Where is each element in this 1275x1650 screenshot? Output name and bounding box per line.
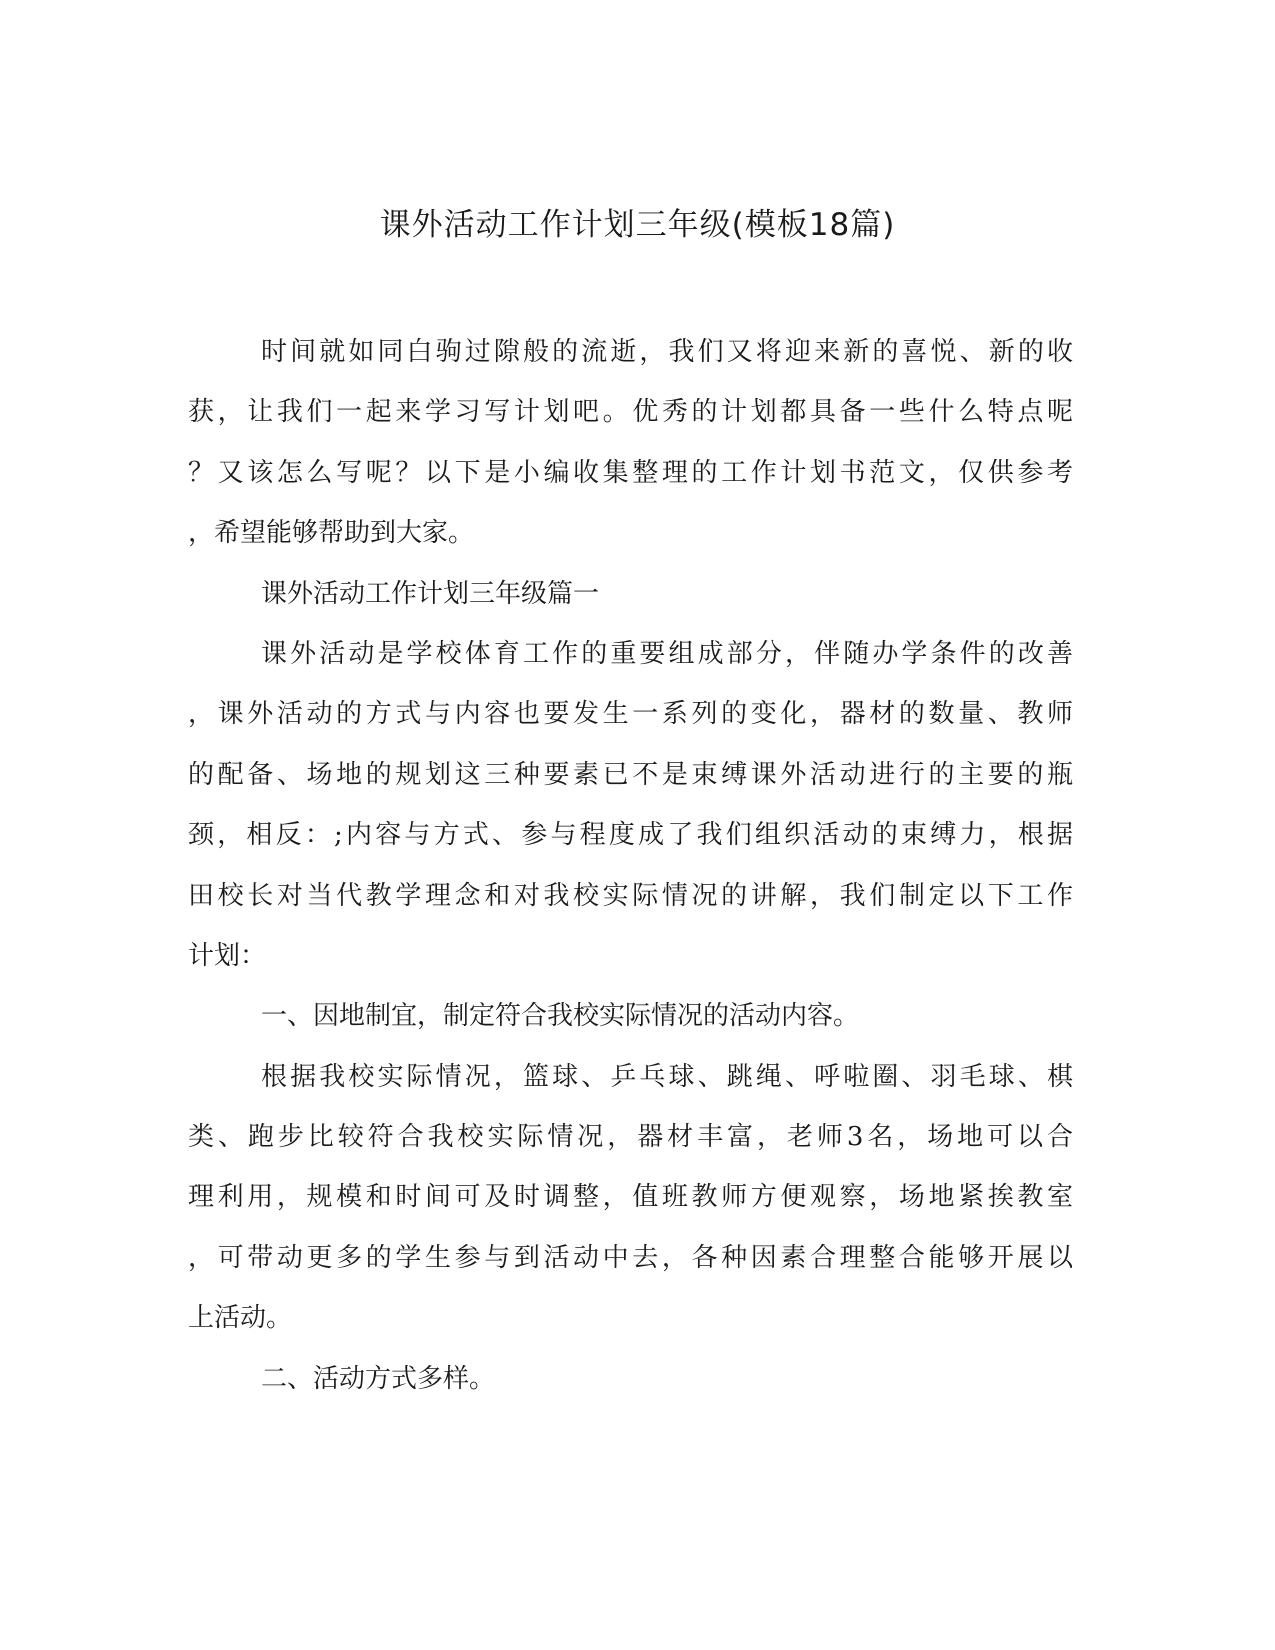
paragraph-line: 类、跑步比较符合我校实际情况，器材丰富，老师3名，场地可以合 [188, 1122, 1073, 1153]
paragraph-line: ，可带动更多的学生参与到活动中去，各种因素合理整合能够开展以 [188, 1242, 1073, 1273]
document-title: 课外活动工作计划三年级(模板18篇) [379, 207, 896, 243]
paragraph-line: 的配备、场地的规划这三种要素已不是束缚课外活动进行的主要的瓶 [188, 759, 1073, 790]
paragraph-line: 课外活动是学校体育工作的重要组成部分，伴随办学条件的改善 [261, 638, 1073, 669]
paragraph-line: 上活动。 [188, 1303, 293, 1334]
paragraph-line: 时间就如同白驹过隙般的流逝，我们又将迎来新的喜悦、新的收 [261, 337, 1073, 367]
paragraph-line: 根据我校实际情况，篮球、乒乓球、跳绳、呼啦圈、羽毛球、棋 [261, 1061, 1073, 1092]
paragraph-line: ，希望能够帮助到大家。 [188, 518, 475, 549]
paragraph-line: 颈，相反：;内容与方式、参与程度成了我们组织活动的束缚力，根据 [188, 820, 1073, 851]
paragraph-line: 计划： [188, 940, 267, 971]
paragraph-line: ，课外活动的方式与内容也要发生一系列的变化，器材的数量、教师 [188, 699, 1073, 730]
document-body [188, 322, 1073, 1409]
paragraph-line: 获，让我们一起来学习写计划吧。优秀的计划都具备一些什么特点呢 [188, 397, 1073, 428]
section-heading: 课外活动工作计划三年级篇一 [261, 578, 600, 609]
paragraph-line: ？又该怎么写呢？以下是小编收集整理的工作计划书范文，仅供参考 [188, 457, 1073, 488]
paragraph-line: 理利用，规模和时间可及时调整，值班教师方便观察，场地紧挨教室 [188, 1182, 1073, 1213]
section-heading: 二、活动方式多样。 [261, 1363, 496, 1394]
paragraph-line: 田校长对当代教学理念和对我校实际情况的讲解，我们制定以下工作 [188, 880, 1073, 911]
section-heading: 一、因地制宜，制定符合我校实际情况的活动内容。 [261, 1001, 860, 1032]
